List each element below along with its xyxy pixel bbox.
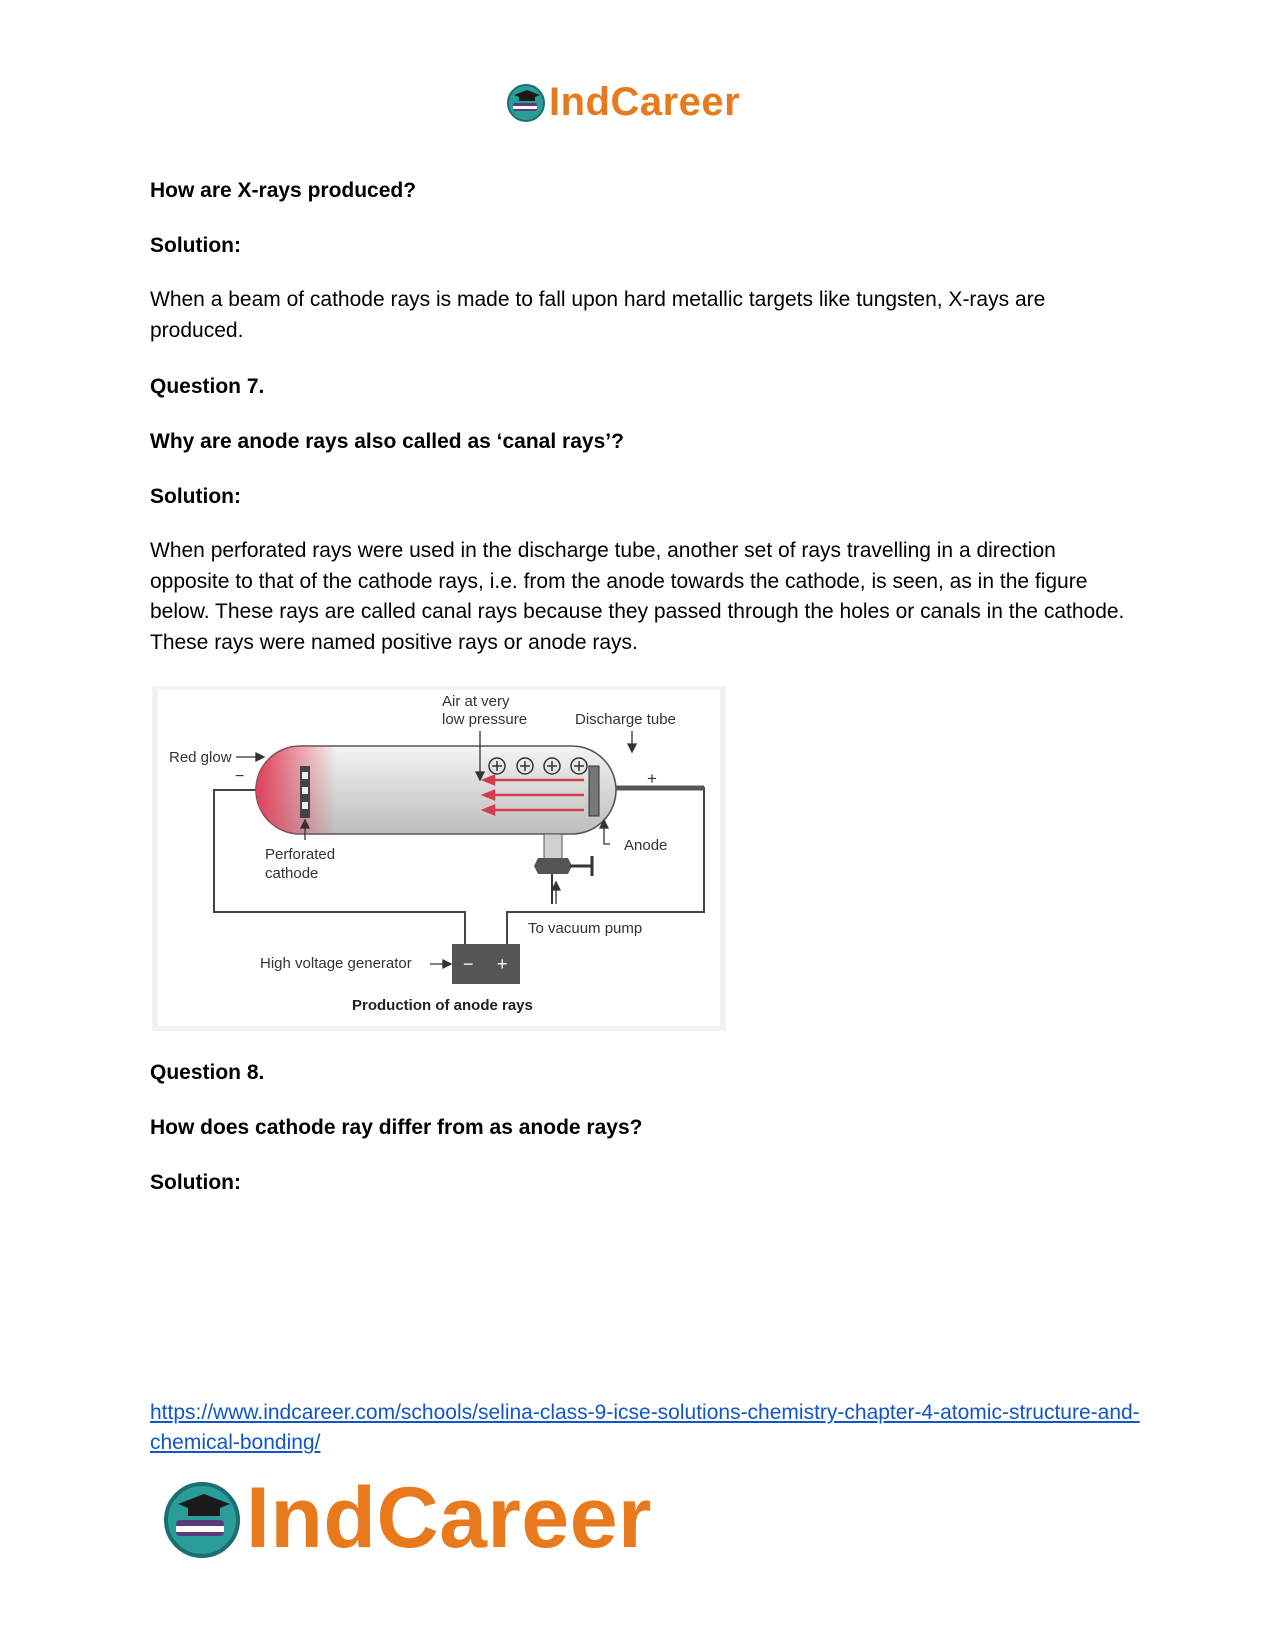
source-link[interactable]: https://www.indcareer.com/schools/selina-class-9-icse-solutions-chemistry-chapter-4-atomic-structure-and-chemical-bonding/ <box>150 1401 1140 1454</box>
vacuum-pump-label: To vacuum pump <box>528 920 643 937</box>
red-glow-label: Red glow <box>169 749 232 766</box>
graduation-book-globe-icon <box>505 81 547 123</box>
header-logo <box>505 78 740 126</box>
anode-rays-figure <box>152 686 726 1031</box>
vacuum-valve-icon <box>534 858 572 874</box>
question-text: Why are anode rays also called as ‘canal rays’? <box>150 430 624 453</box>
perforated-label: Perforated <box>265 846 336 863</box>
question-text: How are X-rays produced? <box>150 179 417 202</box>
anode-plus-sign: + <box>647 769 657 788</box>
solution-label: Solution: <box>150 1171 241 1194</box>
discharge-tube-label: Discharge tube <box>575 711 676 728</box>
air-label-2: low pressure <box>442 711 528 728</box>
brand-name: IndCareer <box>246 1470 652 1566</box>
brand-name: IndCareer <box>549 80 741 124</box>
air-label: Air at very <box>442 693 510 710</box>
question-text: How does cathode ray differ from as anode rays? <box>150 1116 643 1139</box>
question-number: Question 8. <box>150 1061 265 1084</box>
answer-text: When perforated rays were used in the discharge tube, another set of rays travelling in a direction opposite to that of the cathode rays, i.e. from the anode towards the cathode, is seen, as in the figure below. These rays are called canal rays because they passed through the holes or canals in the cathode. These rays were named positive rays or anode rays. <box>150 539 1125 654</box>
generator-minus-sign: − <box>463 954 474 974</box>
solution-label: Solution: <box>150 234 241 257</box>
generator-plus-sign: + <box>497 954 508 974</box>
figure-caption: Production of anode rays <box>352 997 533 1014</box>
anode-label: Anode <box>624 837 668 854</box>
solution-label: Solution: <box>150 485 241 508</box>
graduation-book-globe-icon <box>160 1476 244 1560</box>
cathode-label: cathode <box>265 865 319 882</box>
footer-logo <box>160 1468 652 1568</box>
question-number: Question 7. <box>150 375 265 398</box>
answer-text: When a beam of cathode rays is made to fall upon hard metallic targets like tungsten, X-rays are produced. <box>150 288 1046 342</box>
anode-plate <box>589 766 599 816</box>
generator-label: High voltage generator <box>260 955 412 972</box>
cathode-minus-sign: − <box>235 768 245 785</box>
